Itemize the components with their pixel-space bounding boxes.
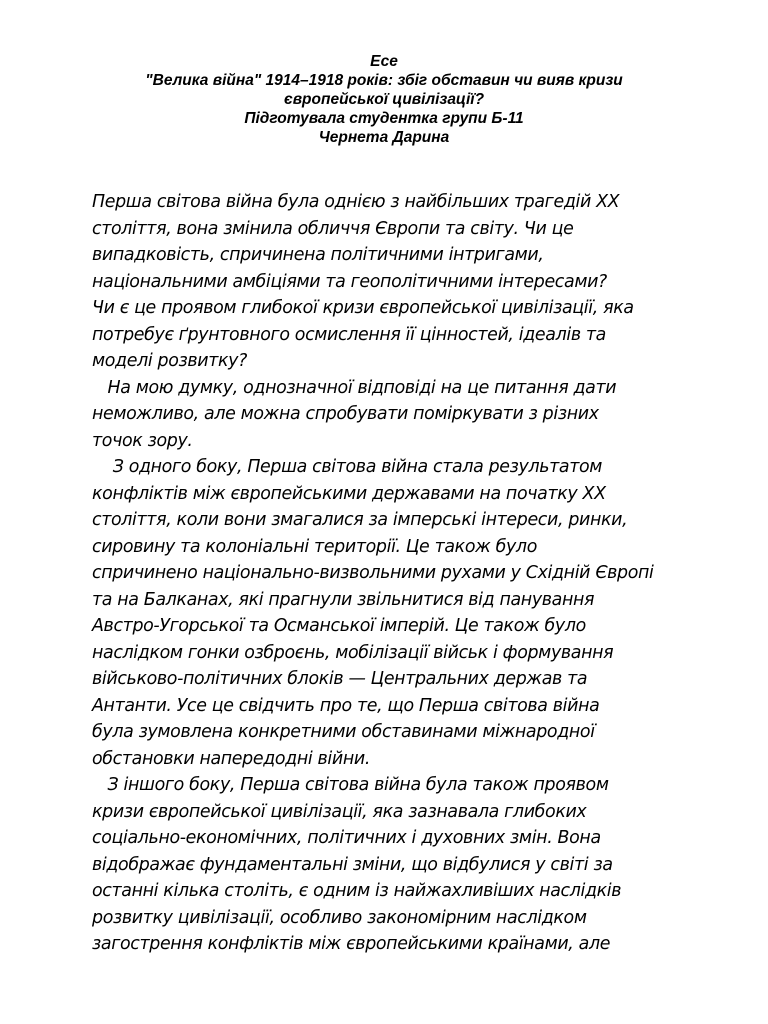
body-line: моделі розвитку?	[92, 351, 247, 371]
body-line: конфліктів між європейськими державами на початку ХХ	[92, 483, 606, 504]
body-line: З іншого боку, Перша світова війна була також проявом	[92, 775, 609, 795]
body-line: кризи європейської цивілізації, яка зазнавала глибоких	[92, 801, 587, 822]
body-line: випадковість, спричинена політичними інтригами,	[92, 245, 544, 265]
body-line: Чи є це проявом глибокої кризи європейської цивілізації, яка	[92, 298, 634, 318]
author-credit: Підготувала студентка групи Б-11	[244, 110, 524, 127]
body-line: Перша світова війна була однією з найбільших трагедій ХХ	[92, 192, 620, 212]
body-line: соціально-економічних, політичних і духовних змін. Вона	[92, 828, 601, 848]
body-line: відображає фундаментальні зміни, що відбулися у світі за	[92, 854, 613, 875]
body-line: На мою думку, однозначної відповіді на це питання дати	[92, 377, 617, 398]
body-line: Антанти. Усе це свідчить про те, що Перша світова війна	[92, 695, 600, 716]
body-line: загострення конфліктів між європейськими країнами, але	[92, 934, 611, 954]
body-line: спричинено національно-визвольними рухами у Східній Європі	[92, 563, 654, 583]
body-line: неможливо, але можна спробувати поміркувати з різних	[92, 404, 599, 424]
essay-body	[92, 189, 752, 958]
essay-type-label: Есе	[370, 53, 398, 70]
body-line: сировину та колоніальні території. Це також було	[92, 536, 537, 557]
body-line: та на Балканах, які прагнули звільнитися від панування	[92, 589, 595, 610]
body-line: національними амбіціями та геополітичними інтересами?	[92, 271, 607, 292]
essay-title: "Велика війна" 1914–1918 років: збіг обставин чи вияв кризи	[145, 72, 623, 89]
body-line: обстановки напередодні війни.	[92, 748, 370, 769]
body-line: З одного боку, Перша світова війна стала результатом	[92, 457, 603, 477]
body-line: розвитку цивілізації, особливо закономірним наслідком	[92, 907, 587, 928]
body-line: останні кілька століть, є одним із найжахливіших наслідків	[92, 881, 622, 901]
body-line: наслідком гонки озброєнь, мобілізації військ і формування	[92, 642, 614, 663]
author-name: Чернета Дарина	[318, 129, 450, 146]
body-line: Австро-Угорської та Османської імперій. Це також було	[92, 616, 586, 636]
body-line: століття, коли вони змагалися за імперські інтереси, ринки,	[92, 510, 628, 530]
essay-title-continued: європейської цивілізації?	[283, 91, 485, 108]
body-line: століття, вона змінила обличчя Європи та світу. Чи це	[92, 218, 574, 239]
body-line: військово-політичних блоків — Центральних держав та	[92, 669, 588, 689]
body-line: була зумовлена конкретними обставинами міжнародної	[92, 722, 595, 742]
body-line: точок зору.	[92, 430, 193, 451]
essay-header	[0, 52, 768, 147]
body-line: потребує ґрунтовного осмислення її цінностей, ідеалів та	[92, 324, 606, 345]
